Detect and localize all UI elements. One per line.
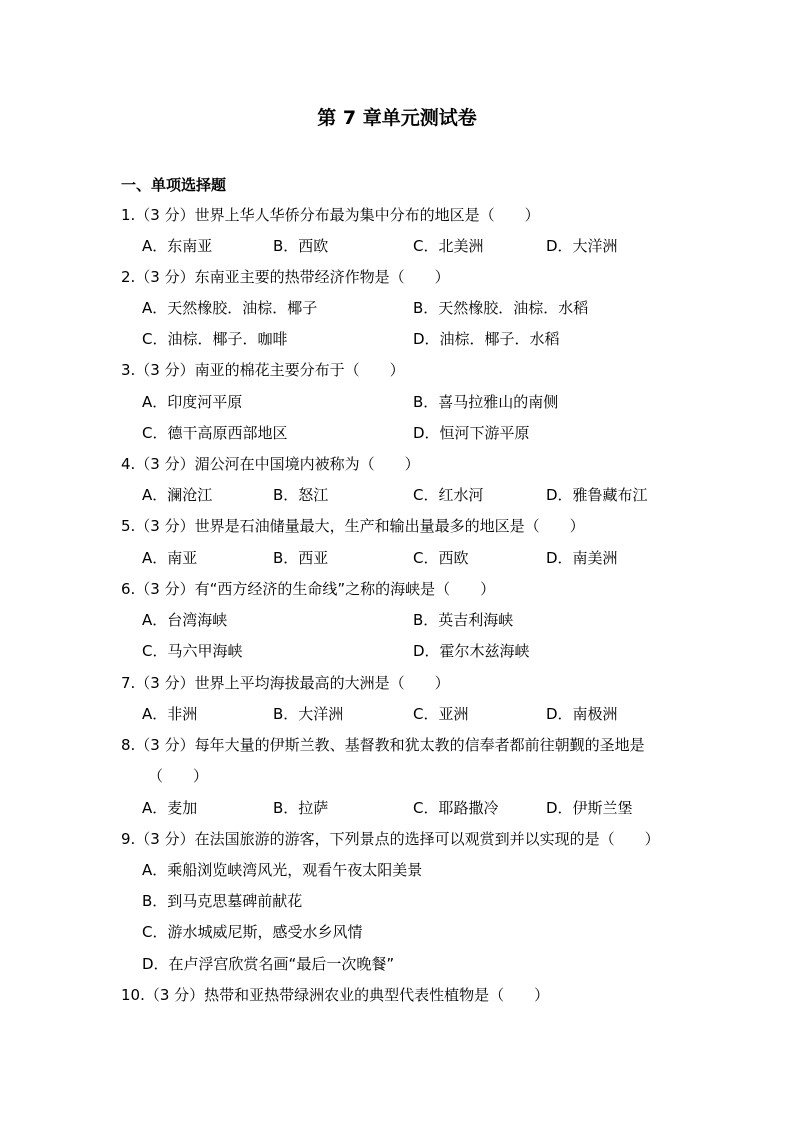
question-5: 5.（3 分）世界是石油储量最大，生产和输出量最多的地区是（ ） [121, 517, 585, 535]
q8-option-c[interactable]: C．耶路撒冷 [413, 799, 499, 817]
q1-option-c[interactable]: C．北美洲 [413, 237, 484, 255]
question-1: 1.（3 分）世界上华人华侨分布最为集中分布的地区是（ ） [121, 206, 540, 224]
q3-option-d[interactable]: D．恒河下游平原 [413, 424, 530, 442]
question-7: 7.（3 分）世界上平均海拔最高的大洲是（ ） [121, 674, 450, 692]
q2-option-c[interactable]: C．油棕．椰子．咖啡 [142, 330, 288, 348]
q7-option-b[interactable]: B．大洋洲 [273, 705, 344, 723]
q2-option-a[interactable]: A．天然橡胶．油棕．椰子 [142, 299, 318, 317]
q1-option-d[interactable]: D．大洋洲 [546, 237, 618, 255]
q9-option-d[interactable]: D．在卢浮宫欣赏名画“最后一次晚餐” [142, 955, 395, 973]
q4-option-c[interactable]: C．红水河 [413, 486, 484, 504]
q6-option-b[interactable]: B．英吉利海峡 [413, 611, 514, 629]
question-10: 10.（3 分）热带和亚热带绿洲农业的典型代表性植物是（ ） [121, 986, 550, 1004]
q8-option-a[interactable]: A．麦加 [142, 799, 198, 817]
q9-option-c[interactable]: C．游水城威尼斯，感受水乡风情 [142, 923, 363, 941]
q2-option-b[interactable]: B．天然橡胶．油棕．水稻 [413, 299, 589, 317]
question-9: 9.（3 分）在法国旅游的游客，下列景点的选择可以观赏到并以实现的是（ ） [121, 830, 660, 848]
q7-option-a[interactable]: A．非洲 [142, 705, 198, 723]
q5-option-a[interactable]: A．南亚 [142, 549, 198, 567]
question-8: 8.（3 分）每年大量的伊斯兰教、基督教和犹太教的信奉者都前往朝觐的圣地是 [121, 736, 645, 754]
question-4: 4.（3 分）湄公河在中国境内被称为（ ） [121, 455, 420, 473]
q4-option-b[interactable]: B．怒江 [273, 486, 329, 504]
q6-option-d[interactable]: D．霍尔木兹海峡 [413, 642, 530, 660]
q7-option-c[interactable]: C．亚洲 [413, 705, 469, 723]
q5-option-b[interactable]: B．西亚 [273, 549, 329, 567]
q3-option-a[interactable]: A．印度河平原 [142, 393, 243, 411]
q9-option-b[interactable]: B．到马克思墓碑前献花 [142, 892, 303, 910]
question-8-continued: （ ） [148, 767, 209, 785]
q8-option-b[interactable]: B．拉萨 [273, 799, 329, 817]
q6-option-c[interactable]: C．马六甲海峡 [142, 642, 243, 660]
section-heading: 一、单项选择题 [121, 176, 227, 194]
question-6: 6.（3 分）有“西方经济的生命线”之称的海峡是（ ） [121, 580, 496, 598]
page-title: 第 7 章单元测试卷 [317, 107, 477, 129]
q2-option-d[interactable]: D．油棕．椰子．水稻 [413, 330, 560, 348]
q6-option-a[interactable]: A．台湾海峡 [142, 611, 228, 629]
question-2: 2.（3 分）东南亚主要的热带经济作物是（ ） [121, 268, 450, 286]
q5-option-c[interactable]: C．西欧 [413, 549, 469, 567]
q9-option-a[interactable]: A．乘船浏览峡湾风光，观看午夜太阳美景 [142, 861, 423, 879]
q3-option-b[interactable]: B．喜马拉雅山的南侧 [413, 393, 559, 411]
q1-option-a[interactable]: A．东南亚 [142, 237, 213, 255]
q7-option-d[interactable]: D．南极洲 [546, 705, 618, 723]
q8-option-d[interactable]: D．伊斯兰堡 [546, 799, 633, 817]
question-3: 3.（3 分）南亚的棉花主要分布于（ ） [121, 361, 405, 379]
q4-option-d[interactable]: D．雅鲁藏布江 [546, 486, 648, 504]
q1-option-b[interactable]: B．西欧 [273, 237, 329, 255]
q4-option-a[interactable]: A．澜沧江 [142, 486, 213, 504]
q5-option-d[interactable]: D．南美洲 [546, 549, 618, 567]
q3-option-c[interactable]: C．德干高原西部地区 [142, 424, 288, 442]
